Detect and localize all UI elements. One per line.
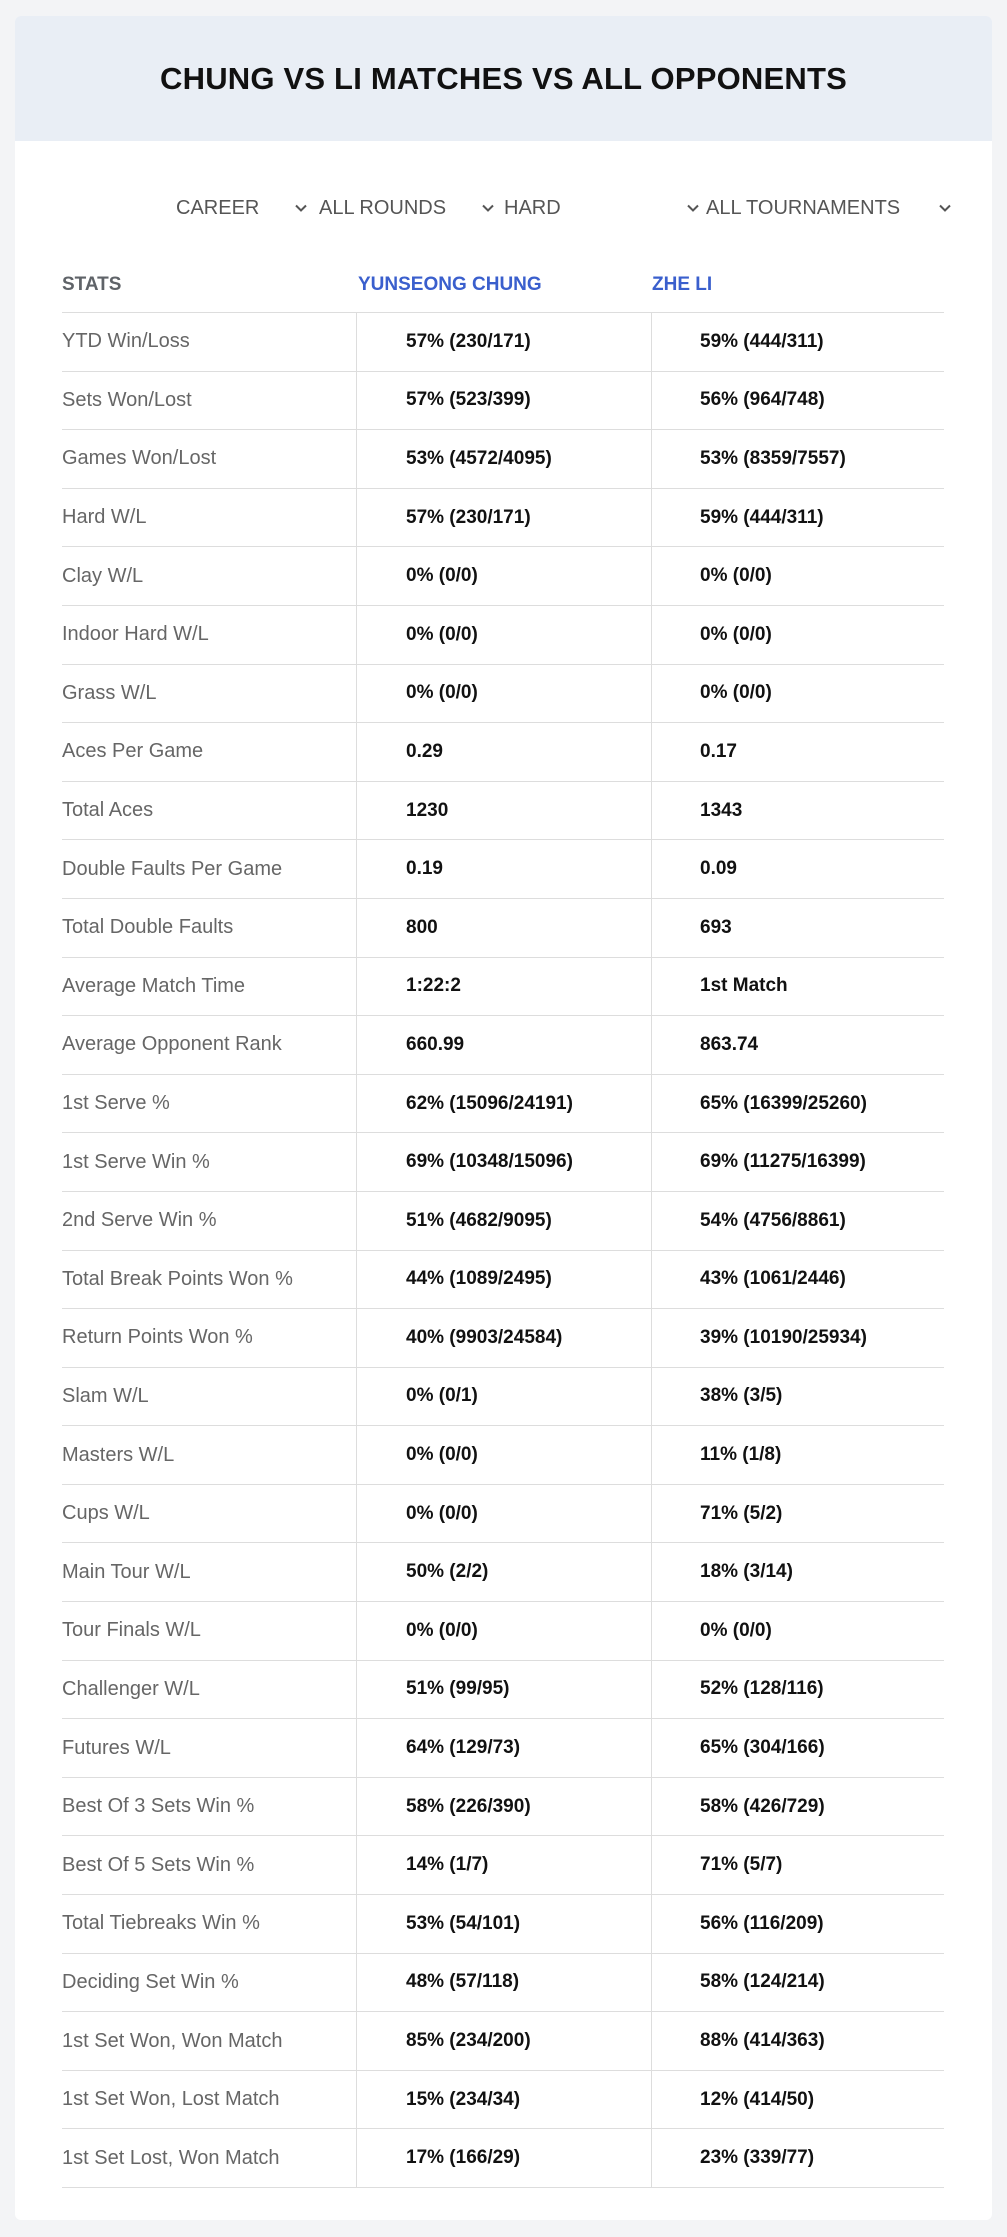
table-row (62, 1075, 944, 1134)
table-row (62, 1368, 944, 1427)
stat-label: 1st Serve Win % (62, 1133, 357, 1191)
surface-select[interactable] (504, 188, 704, 228)
table-row (62, 2129, 944, 2188)
table-row (62, 958, 944, 1017)
stat-label: 1st Set Won, Won Match (62, 2012, 357, 2070)
player2-stat-value: 11% (1/8) (700, 1444, 782, 1466)
player2-stat-value: 59% (444/311) (700, 506, 824, 528)
player2-stat-value: 863.74 (700, 1033, 759, 1055)
player1-stat-value: 800 (357, 899, 652, 957)
player2-stat-value: 53% (8359/7557) (700, 447, 846, 469)
table-row (62, 489, 944, 548)
player2-stat-value: 12% (414/50) (700, 2088, 815, 2110)
player2-stat-value: 18% (3/14) (700, 1561, 793, 1583)
player1-stat-value: 85% (234/200) (357, 2012, 652, 2070)
player2-stat-value: 54% (4756/8861) (700, 1209, 846, 1231)
stat-label: Average Opponent Rank (62, 1016, 357, 1074)
player1-stat-value: 57% (230/171) (357, 313, 652, 371)
player1-link[interactable]: YUNSEONG CHUNG (358, 274, 542, 295)
player2-stat-value: 58% (124/214) (700, 1971, 825, 1993)
table-row (62, 1954, 944, 2013)
tournaments-select-value: ALL TOURNAMENTS (706, 196, 901, 219)
table-row (62, 1543, 944, 1602)
player2-stat-value: 1st Match (700, 975, 788, 997)
surface-select-value: HARD (504, 196, 561, 219)
player1-stat-value: 53% (4572/4095) (357, 430, 652, 488)
stat-label: Hard W/L (62, 489, 357, 547)
player2-stat-value: 56% (116/209) (700, 1912, 824, 1934)
player2-stat-value: 65% (304/166) (700, 1737, 825, 1759)
stat-label: Challenger W/L (62, 1661, 357, 1719)
player2-stat-value: 0% (0/0) (700, 1619, 772, 1641)
player1-stat-value: 1230 (357, 782, 652, 840)
player2-stat-value: 52% (128/116) (700, 1678, 824, 1700)
table-row (62, 665, 944, 724)
player1-stat-value: 40% (9903/24584) (357, 1309, 652, 1367)
stat-label: 1st Set Lost, Won Match (62, 2129, 357, 2187)
table-row (62, 1778, 944, 1837)
player1-stat-value: 0% (0/0) (357, 1426, 652, 1484)
player1-stat-value: 69% (10348/15096) (357, 1133, 652, 1191)
table-row (62, 1719, 944, 1778)
stat-label: Best Of 5 Sets Win % (62, 1836, 357, 1894)
player1-stat-value: 51% (4682/9095) (357, 1192, 652, 1250)
player2-stat-value: 1343 (700, 799, 743, 821)
table-row (62, 723, 944, 782)
player1-stat-value: 0% (0/0) (357, 1602, 652, 1660)
stat-label: Cups W/L (62, 1485, 357, 1543)
player1-stat-value: 660.99 (357, 1016, 652, 1074)
table-header (62, 266, 944, 306)
player1-stat-value: 58% (226/390) (357, 1778, 652, 1836)
player2-stat-value: 69% (11275/16399) (700, 1151, 866, 1173)
player1-stat-value: 44% (1089/2495) (357, 1251, 652, 1309)
player1-stat-value: 0% (0/0) (357, 665, 652, 723)
page-title: CHUNG VS LI MATCHES VS ALL OPPONENTS (160, 60, 847, 96)
table-row (62, 1133, 944, 1192)
stat-label: Return Points Won % (62, 1309, 357, 1367)
chevron-down-icon (481, 201, 495, 215)
player2-stat-value: 71% (5/7) (700, 1854, 783, 1876)
table-row (62, 1485, 944, 1544)
period-select-value: CAREER (176, 196, 260, 219)
stats-card (15, 16, 992, 2220)
stat-label: Sets Won/Lost (62, 372, 357, 430)
table-row (62, 1836, 944, 1895)
table-row (62, 1895, 944, 1954)
player1-stat-value: 15% (234/34) (357, 2071, 652, 2129)
player1-stat-value: 14% (1/7) (357, 1836, 652, 1894)
player1-stat-value: 1:22:2 (357, 958, 652, 1016)
stat-label: Main Tour W/L (62, 1543, 357, 1601)
player1-stat-value: 48% (57/118) (357, 1954, 652, 2012)
stat-label: 1st Serve % (62, 1075, 357, 1133)
player2-stat-value: 88% (414/363) (700, 2030, 825, 2052)
card-header (15, 16, 992, 141)
player2-stat-value: 38% (3/5) (700, 1385, 783, 1407)
chevron-down-icon (938, 201, 952, 215)
table-row (62, 1426, 944, 1485)
table-row (62, 1661, 944, 1720)
stat-label: YTD Win/Loss (62, 313, 357, 371)
period-select[interactable] (176, 188, 316, 228)
table-row (62, 899, 944, 958)
player1-stat-value: 0% (0/0) (357, 547, 652, 605)
player1-stat-value: 57% (523/399) (357, 372, 652, 430)
player1-stat-value: 50% (2/2) (357, 1543, 652, 1601)
player2-stat-value: 0.09 (700, 858, 737, 880)
stat-label: Total Break Points Won % (62, 1251, 357, 1309)
stat-label: 2nd Serve Win % (62, 1192, 357, 1250)
player1-stat-value: 57% (230/171) (357, 489, 652, 547)
player2-stat-value: 56% (964/748) (700, 389, 825, 411)
stat-label: Clay W/L (62, 547, 357, 605)
rounds-select[interactable] (319, 188, 501, 228)
stat-label: Masters W/L (62, 1426, 357, 1484)
stat-label: Average Match Time (62, 958, 357, 1016)
player1-stat-value: 0% (0/1) (357, 1368, 652, 1426)
player1-stat-value: 17% (166/29) (357, 2129, 652, 2187)
player1-stat-value: 0% (0/0) (357, 606, 652, 664)
table-row (62, 782, 944, 841)
player2-stat-value: 58% (426/729) (700, 1795, 825, 1817)
player2-stat-value: 0% (0/0) (700, 623, 772, 645)
table-row (62, 1251, 944, 1310)
table-row (62, 1309, 944, 1368)
table-row (62, 547, 944, 606)
table-row (62, 2071, 944, 2130)
player2-stat-value: 23% (339/77) (700, 2147, 815, 2169)
rounds-select-value: ALL ROUNDS (319, 196, 447, 219)
player1-stat-value: 0.19 (357, 840, 652, 898)
player1-stat-value: 64% (129/73) (357, 1719, 652, 1777)
table-row (62, 606, 944, 665)
stat-label: Total Aces (62, 782, 357, 840)
stat-label: Best Of 3 Sets Win % (62, 1778, 357, 1836)
stat-label: Total Tiebreaks Win % (62, 1895, 357, 1953)
stat-label: Tour Finals W/L (62, 1602, 357, 1660)
stat-label: Indoor Hard W/L (62, 606, 357, 664)
player2-stat-value: 43% (1061/2446) (700, 1268, 846, 1290)
stat-label: Games Won/Lost (62, 430, 357, 488)
table-row (62, 372, 944, 431)
player2-link[interactable]: ZHE LI (652, 274, 713, 295)
table-row (62, 2012, 944, 2071)
player1-stat-value: 51% (99/95) (357, 1661, 652, 1719)
player1-stat-value: 0.29 (357, 723, 652, 781)
table-row (62, 1192, 944, 1251)
stat-label: Deciding Set Win % (62, 1954, 357, 2012)
stat-label: Total Double Faults (62, 899, 357, 957)
stat-label: Aces Per Game (62, 723, 357, 781)
stat-label: Slam W/L (62, 1368, 357, 1426)
chevron-down-icon (294, 201, 308, 215)
player2-stat-value: 0% (0/0) (700, 682, 772, 704)
player2-stat-value: 71% (5/2) (700, 1502, 783, 1524)
stats-table (62, 312, 944, 2188)
table-row (62, 1602, 944, 1661)
table-row (62, 430, 944, 489)
tournaments-select[interactable] (706, 188, 964, 228)
column-header-stats: STATS (62, 274, 122, 295)
filters-bar (15, 188, 992, 228)
stat-label: Double Faults Per Game (62, 840, 357, 898)
player2-stat-value: 693 (700, 916, 732, 938)
stat-label: 1st Set Won, Lost Match (62, 2071, 357, 2129)
player2-stat-value: 59% (444/311) (700, 330, 824, 352)
player2-stat-value: 0% (0/0) (700, 565, 772, 587)
table-row (62, 1016, 944, 1075)
player1-stat-value: 62% (15096/24191) (357, 1075, 652, 1133)
stat-label: Futures W/L (62, 1719, 357, 1777)
stat-label: Grass W/L (62, 665, 357, 723)
table-row (62, 313, 944, 372)
player2-stat-value: 65% (16399/25260) (700, 1092, 867, 1114)
chevron-down-icon (686, 201, 700, 215)
player2-stat-value: 0.17 (700, 740, 737, 762)
player1-stat-value: 0% (0/0) (357, 1485, 652, 1543)
player2-stat-value: 39% (10190/25934) (700, 1326, 867, 1348)
player1-stat-value: 53% (54/101) (357, 1895, 652, 1953)
table-row (62, 840, 944, 899)
